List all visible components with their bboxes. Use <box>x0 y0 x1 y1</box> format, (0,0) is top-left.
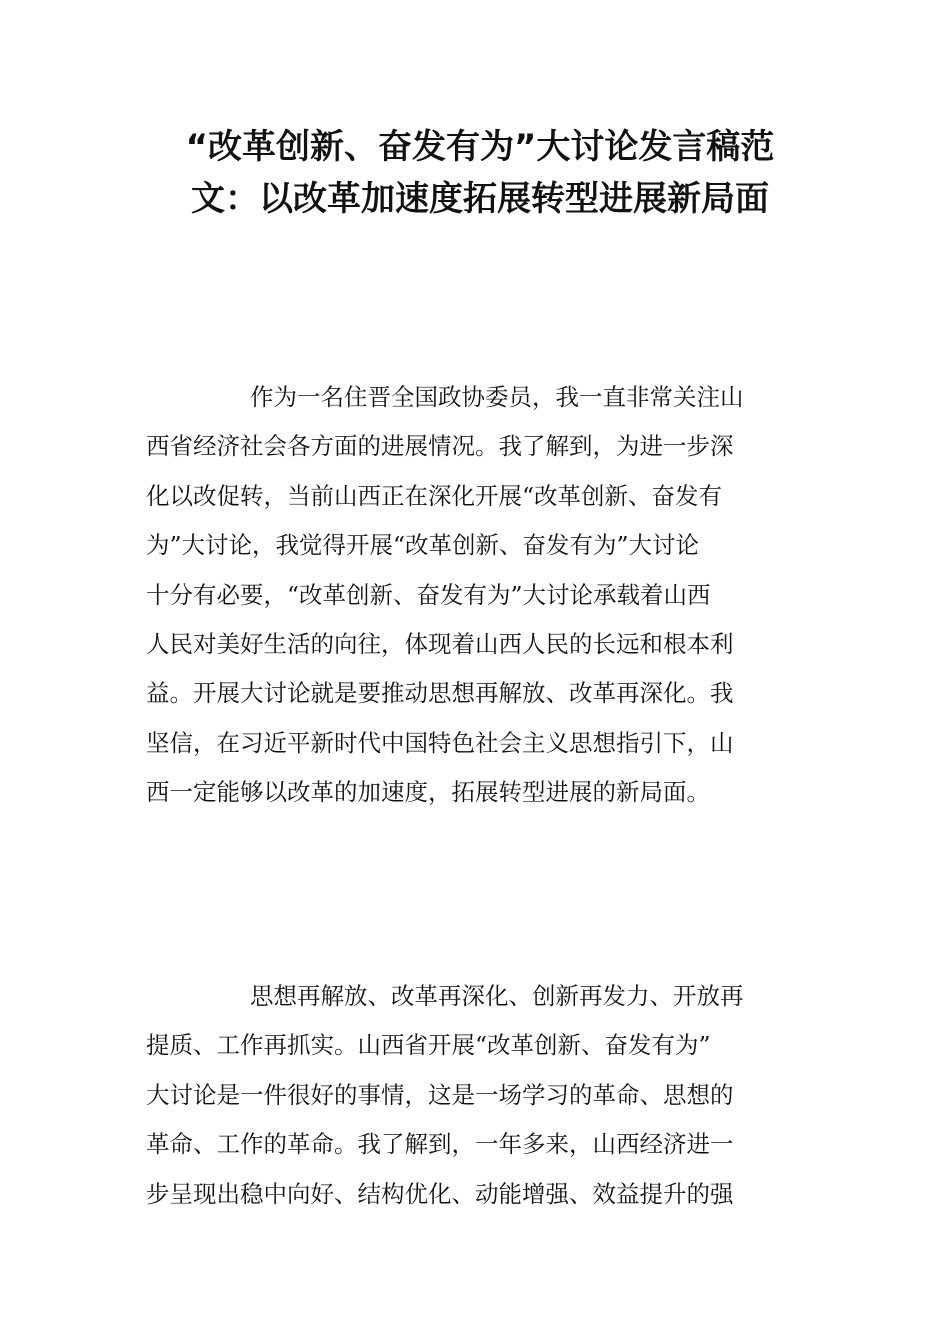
title-line: 文：以改革加速度拓展转型进展新局面 <box>191 179 769 219</box>
paragraph-line: 坚信，在习近平新时代中国特色社会主义思想指引下，山 <box>146 728 734 757</box>
paragraph-line: 大讨论是一件很好的事情，这是一场学习的革命、思想的 <box>146 1080 734 1109</box>
paragraph-line: 步呈现出稳中向好、结构优化、动能增强、效益提升的强 <box>146 1179 734 1208</box>
paragraph-line: 西一定能够以改革的加速度，拓展转型进展的新局面。 <box>146 778 710 807</box>
paragraph-line: 益。开展大讨论就是要推动思想再解放、改革再深化。我 <box>146 679 734 708</box>
paragraph-line: 思想再解放、改革再深化、创新再发力、开放再 <box>250 982 744 1010</box>
title-line: “改革创新、奋发有为”大讨论发言稿范 <box>185 127 775 167</box>
paragraph-line: 提质、工作再抓实。山西省开展“改革创新、奋发有为” <box>146 1031 711 1060</box>
paragraph-line: 为”大讨论，我觉得开展“改革创新、奋发有为”大讨论 <box>146 531 700 560</box>
paragraph-line: 作为一名住晋全国政协委员，我一直非常关注山 <box>250 383 744 411</box>
paragraph-line: 化以改促转，当前山西正在深化开展“改革创新、奋发有 <box>146 481 723 510</box>
document-title <box>150 121 810 225</box>
paragraph-line: 革命、工作的革命。我了解到，一年多来，山西经济进一 <box>146 1130 734 1159</box>
paragraph-2 <box>146 972 808 1219</box>
paragraph-line: 西省经济社会各方面的进展情况。我了解到，为进一步深 <box>146 432 734 461</box>
paragraph-line: 人民对美好生活的向往，体现着山西人民的长远和根本利 <box>146 630 734 659</box>
paragraph-1 <box>146 373 808 818</box>
paragraph-line: 十分有必要，“改革创新、奋发有为”大讨论承载着山西 <box>146 580 711 609</box>
